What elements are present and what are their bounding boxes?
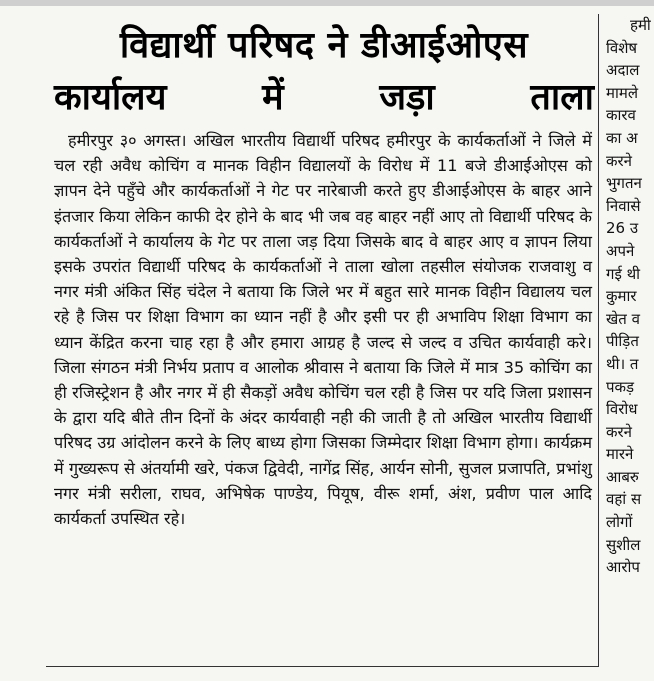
fragment-line: करने [606,422,632,441]
headline-word: ताला [530,77,594,118]
fragment-line: का अ [606,128,638,147]
fragment-line: खेत व [606,309,640,328]
article-body [54,128,592,531]
fragment-line: अपने [606,241,635,260]
fragment-line: 26 उ [606,219,639,238]
article-paragraph: हमीरपुर ३० अगस्त। अखिल भारतीय विद्यार्थी परिषद हमीरपुर के कार्यकर्ताओं ने जिले में चल रही अवैध कोचिंग व मानक विहीन विद्यालयों के विरोध में 11 बजे डीआईओएस को ज्ञापन देने पहुँचे और कार्यकर्ताओं ने गेट पर नारेबाजी करते हुए डीआईओएस के बाहर आने इंतजार किया लेकिन काफी देर होने के बाद भी जब वह बाहर नहीं आए तो विद्यार्थी परिषद के कार्यकर्ताओं ने कार्यालय के गेट पर ताला जड़ दिया जिसके बाद वे बाहर आए व ज्ञापन लिया इसके उपरांत विद्यार्थी परिषद के कार्यकर्ताओं ने ताला खोला तहसील संयोजक राजवाशु व नगर मंत्री अंकित सिंह चंदेल ने बताया कि जिले भर में बहुत सारे मानक विहीन विद्यालय चल रहे है जिस पर शिक्षा विभाग का ध्यान नहीं है और इसी पर ही अभाविप शिक्षा विभाग का ध्यान केंद्रित करना चाह रहा है और हमारा आग्रह है जल्द से जल्द व उचित कार्यवाही करे। जिला संगठन मंत्री निर्भय प्रताप व आलोक श्रीवास ने बताया कि जिले में मात्र 35 कोचिंग का ही रजिस्ट्रेशन है और नगर में ही सैकड़ों अवैध कोचिंग चल रही है जिस पर यदि जिला प्रशासन के द्वारा यदि बीते तीन दिनों के अंदर कार्यवाही नही की जाती है तो अखिल भारतीय विद्यार्थी परिषद उग्र आंदोलन करने के लिए बाध्य होगा जिसका जिम्मेदार शिक्षा विभाग होगा। कार्यक्रम में गुख्यरूप से अंतर्यामी खरे, पंकज द्विवेदी, नागेंद्र सिंह, आर्यन सोनी, सुजल प्रजापति, प्रभांशु नगर मंत्री सरीला, राघव, अभिषेक पाण्डेय, पियूष, वीरू शर्मा, अंश, प्रवीण पाल आदि कार्यकर्ता उपस्थित रहे। [54,131,592,529]
fragment-line: पकड़ [606,377,635,396]
top-rule [0,0,654,6]
fragment-line: करने [606,151,632,170]
headline [54,20,594,124]
fragment-line: वहां स [606,490,642,509]
fragment-line: कारव [606,106,636,125]
headline-line-2 [54,72,594,124]
headline-word: में [262,77,284,118]
fragment-line: भुगतन [606,174,642,193]
headline-word: कार्यालय [54,77,167,118]
headline-word: जड़ा [379,77,435,118]
fragment-line: थी। त [606,354,639,373]
fragment-line: पीड़ित [606,332,639,351]
fragment-line: मारने [606,445,634,464]
fragment-line: गई थी [606,264,641,283]
fragment-line: निवासे [606,196,641,215]
fragment-line: कुमार [606,287,637,306]
fragment-line: आबरु [606,467,639,486]
headline-line-1: विद्यार्थी परिषद ने डीआईओएस [119,25,529,66]
fragment-line: मामले [606,83,638,102]
fragment-line: अदाल [606,61,640,80]
fragment-line: आरोप [606,558,640,577]
fragment-line: लोगों [606,513,633,532]
news-article [46,14,599,667]
fragment-line: हमी [630,16,651,34]
adjacent-column-fragment [606,14,654,681]
fragment-line: विशेष [606,38,638,57]
fragment-line: विरोध [606,400,638,419]
fragment-line: सुशील [606,535,641,554]
